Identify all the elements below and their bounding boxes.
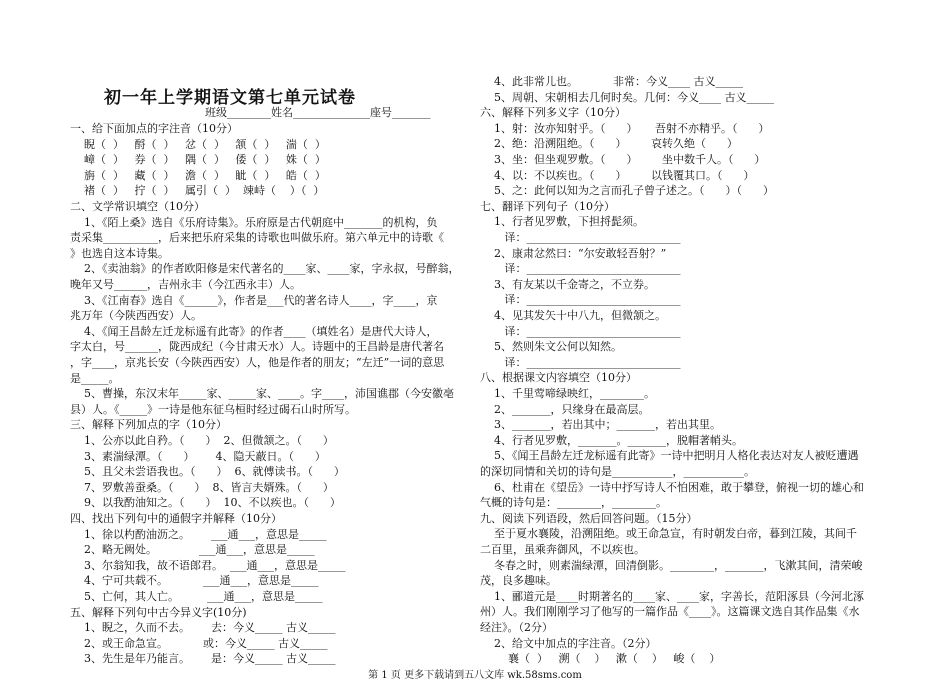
left-text-line: 睨（ ） 酹（ ） 忿（ ） 颔（ ） 湍（ ）: [70, 137, 326, 151]
left-text-line: 二、文学常识填空（10分）: [70, 200, 205, 213]
right-text-line: 5、《闻王昌龄左迁龙标遥有此寄》一诗中把明月人格化表达对友人被贬遭遇: [480, 449, 859, 463]
right-text-line: 1、郦道元是____时期著名的____家、____家，字善长，范阳涿县（今河北涿: [480, 589, 864, 603]
right-text-line: 州）人。我们刚刚学习了他写的一篇作品《____》。这篇课文选自其作品集《水: [480, 605, 860, 619]
left-text-line: 3、尔翁知我，故不语郎君。 ___通___，意思是_____: [70, 558, 346, 572]
right-text-line: 2、康肃忿然曰：“尔安敢轻吾射？”: [480, 246, 667, 260]
left-text-line: 县）人。《_____》一诗是他东征乌桓时经过碣石山时所写。: [70, 402, 356, 416]
page-footer: 第 1 页 更多下载请到五八文库 wk.58sms.com: [368, 670, 582, 681]
left-text-line: 旃（ ） 藏（ ） 澹（ ） 眦（ ） 皓（ ）: [70, 168, 326, 182]
right-text-line: 5、之：此何以知为之言而孔子曾子述之。（ ）（ ）: [480, 184, 774, 198]
right-text-line: 2、绝：沿溯阻绝。（ ） 哀转久绝（ ）: [480, 137, 738, 151]
right-text-line: 冬春之时，则素湍绿潭，回清倒影。________，_______，飞漱其间，清荣峻: [480, 558, 863, 572]
left-text-line: 1、《陌上桑》选自《乐府诗集》。乐府原是古代朝庭中_______的机构，负: [70, 215, 438, 229]
right-text-line: 1、射：汝亦知射乎。（ ） 吾射不亦精乎。（ ）: [480, 121, 770, 135]
right-text-line: 八、根据课文内容填空（10分）: [480, 371, 637, 385]
left-text-line: 责采集__________，后来把乐府采集的诗歌也叫做乐府。第六单元中的诗歌《: [70, 231, 444, 245]
right-text-line: 的深切同情和关切的诗句是___________，___________。: [480, 465, 755, 478]
left-text-line: 1、睨之，久而不去。 去：今义_____ 古义_____: [70, 621, 336, 635]
right-text-line: 至于夏水襄陵，沿溯阻绝。或王命急宣，有时朝发白帝，暮到江陵，其间千: [480, 527, 857, 541]
left-text-line: 晚年又号______，吉州永丰（今江西永丰）人。: [70, 278, 301, 291]
right-text-line: 译：____________________________: [480, 231, 681, 244]
right-text-line: 4、此非常儿也。 非常：今义____ 古义_____: [480, 75, 743, 88]
left-text-line: 褚（ ） 拧（ ） 属引（ ） 竦峙（ ）（ ）: [70, 184, 325, 198]
exam-title: 初一年上学期语文第七单元试卷: [104, 88, 356, 108]
right-text-line: 九、阅读下列语段，然后回答问题。（15分）: [480, 511, 698, 525]
right-text-line: 6、杜甫在《望岳》一诗中抒写诗人不怕困难，敢于攀登，俯视一切的雄心和: [480, 480, 864, 494]
left-text-line: 是_____。: [70, 371, 120, 385]
left-text-line: 5、亡何，其人亡。 ___通___，意思是_____: [70, 590, 323, 603]
left-text-line: 一、给下面加点的字注音（10分）: [70, 122, 238, 135]
right-text-line: 5、周朝、宋朝相去几何时矣。几何：今义____ 古义_____: [480, 90, 774, 104]
left-text-line: 1、徐以杓酌油沥之。 ___通___，意思是_____: [70, 527, 327, 541]
right-text-line: 译：____________________________: [480, 262, 681, 276]
right-text-line: 2、_______，只缘身在最高层。: [480, 402, 650, 416]
right-text-line: 4、行者见罗敷，_______。_______，脱帽著帩头。: [480, 433, 743, 447]
right-text-line: 译：____________________________: [480, 324, 681, 338]
right-text-line: 七、翻译下列句子（10分）: [480, 199, 615, 213]
left-text-line: 》也选自这本诗集。: [70, 246, 169, 260]
right-text-line: 译：____________________________: [480, 293, 681, 307]
left-text-line: 3、《江南春》选自《______》，作者是___代的著名诗人____，字____，京: [70, 293, 438, 307]
left-text-line: 5、且父未尝语我也。（ ） 6、就傅读书。（ ）: [70, 465, 345, 479]
right-text-line: 3、有友某以千金寄之，不立券。: [480, 277, 655, 291]
left-text-line: 1、公亦以此自矜。（ ） 2、但微颔之。（ ）: [70, 434, 334, 447]
right-text-line: 2、给文中加点的字注音。（2分）: [480, 636, 657, 650]
left-text-line: 字太白，号______，陇西成纪（今甘肃天水）人。诗题中的王昌龄是唐代著名: [70, 340, 444, 354]
right-text-line: 1、行者见罗敷，下担捋髭须。: [480, 215, 644, 229]
right-text-line: 5、然则朱文公何以知然。: [480, 340, 622, 354]
right-text-line: 气概的诗句是：________，________。: [480, 496, 667, 510]
left-text-line: 4、宁可共载不。 ___通___，意思是_____: [70, 574, 319, 588]
left-text-line: ，字____，京兆长安（今陕西西安）人，他是作者的朋友；“左迁”一词的意思: [70, 356, 445, 369]
left-text-line: 4、《闻王昌龄左迁龙标遥有此寄》的作者____（填姓名）是唐代大诗人，: [70, 324, 438, 338]
left-text-line: 2、或王命急宣。 或：今义_____ 古义_____: [70, 636, 328, 650]
left-text-line: 兆万年（今陕西西安）人。: [70, 309, 202, 323]
left-text-line: 3、先生是年乃能言。 是：今义_____ 古义_____: [70, 652, 336, 666]
left-text-line: 三、解释下列加点的字（10分）: [70, 418, 227, 432]
right-text-line: 译：____________________________: [480, 355, 681, 369]
left-text-line: 四、找出下列句中的通假字并解释（10分）: [70, 512, 282, 525]
left-text-line: 2、略无阙处。 ___通___，意思是_____: [70, 543, 315, 557]
right-text-line: 3、坐：但坐观罗敷。（ ） 坐中数千人。（ ）: [480, 153, 766, 166]
right-text-line: 1、千里莺啼绿映红，________。: [480, 387, 655, 400]
right-text-line: 经注》。（2分）: [480, 621, 553, 634]
left-text-line: 2、《卖油翁》的作者欧阳修是宋代著名的____家、____家，字永叔，号醉翁，: [70, 262, 460, 276]
left-text-line: 嶂（ ） 券（ ） 隅（ ） 倭（ ） 姝（ ）: [70, 153, 326, 167]
right-text-line: 二百里，虽乘奔御风，不以疾也。: [480, 543, 645, 556]
student-info-line: 班级________姓名______________座号_______: [205, 106, 431, 119]
right-text-line: 3、_______，若出其中；_______，若出其里。: [480, 418, 721, 432]
left-text-line: 7、罗敷善蚕桑。（ ） 8、皆言夫婿殊。（ ）: [70, 480, 334, 494]
right-text-line: 茂，良多趣味。: [480, 574, 557, 588]
left-text-line: 5、曹操，东汉末年_____家、_____家、____。字____，沛国谯郡（今安徽亳: [70, 387, 454, 401]
right-text-line: 六、解释下列多义字（10分）: [480, 106, 626, 120]
left-text-line: 9、以我酌油知之。（ ） 10、不以疾也。（ ）: [70, 496, 341, 510]
left-text-line: 3、素湍绿潭。（ ） 4、隐天蔽日。（ ）: [70, 449, 326, 463]
right-text-line: 4、见其发矢十中八九，但微颔之。: [480, 309, 666, 322]
right-text-line: 4、以：不以疾也。（ ） 以钱覆其口。（ ）: [480, 168, 755, 182]
right-text-line: 襄（ ） 溯（ ） 漱（ ） 峻（ ）: [480, 652, 721, 666]
left-text-line: 五、解释下列句中古今异义字(10分): [70, 605, 247, 619]
